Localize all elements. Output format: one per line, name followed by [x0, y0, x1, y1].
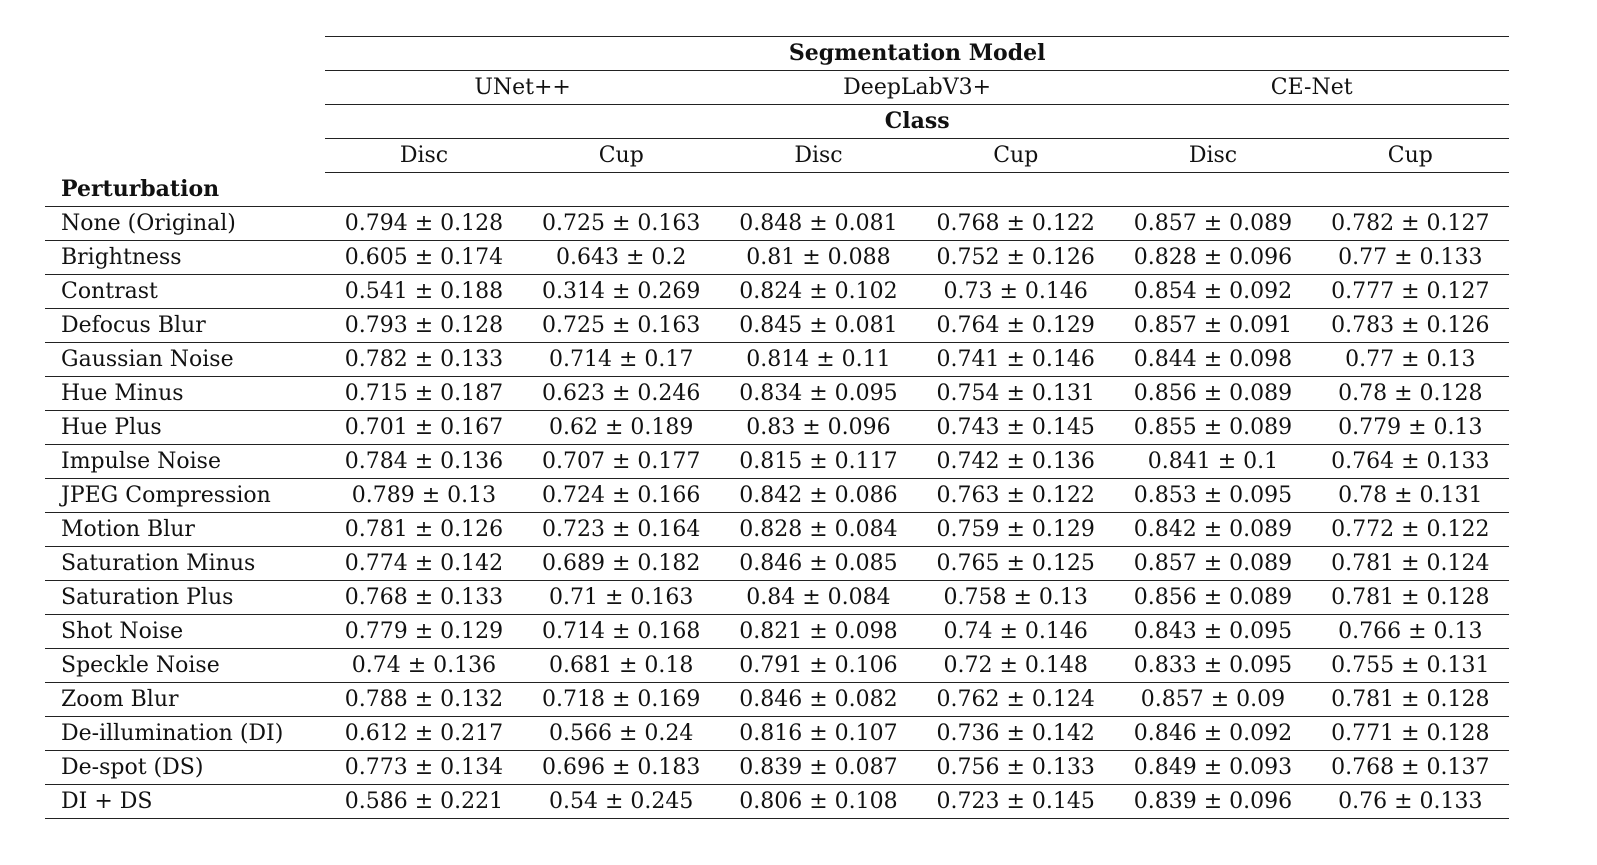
metric-cell: 0.765 ± 0.125 — [917, 547, 1114, 581]
metric-cell: 0.857 ± 0.089 — [1114, 547, 1311, 581]
perturbation-name: Contrast — [45, 275, 325, 309]
metric-cell: 0.784 ± 0.136 — [325, 445, 522, 479]
metric-cell: 0.714 ± 0.168 — [523, 615, 720, 649]
perturbation-name: Brightness — [45, 241, 325, 275]
metric-cell: 0.73 ± 0.146 — [917, 275, 1114, 309]
results-table — [45, 36, 1509, 819]
perturbation-name: Gaussian Noise — [45, 343, 325, 377]
metric-cell: 0.681 ± 0.18 — [523, 649, 720, 683]
metric-cell: 0.783 ± 0.126 — [1312, 309, 1509, 343]
metric-cell: 0.768 ± 0.137 — [1312, 751, 1509, 785]
metric-cell: 0.843 ± 0.095 — [1114, 615, 1311, 649]
metric-cell: 0.77 ± 0.133 — [1312, 241, 1509, 275]
metric-cell: 0.759 ± 0.129 — [917, 513, 1114, 547]
table-row — [45, 275, 1509, 309]
table-row — [45, 513, 1509, 547]
metric-cell: 0.742 ± 0.136 — [917, 445, 1114, 479]
model-header-deeplabv3p: DeepLabV3+ — [720, 71, 1115, 105]
metric-cell: 0.643 ± 0.2 — [523, 241, 720, 275]
metric-cell: 0.78 ± 0.128 — [1312, 377, 1509, 411]
perturbation-name: Zoom Blur — [45, 683, 325, 717]
perturbation-name: Shot Noise — [45, 615, 325, 649]
metric-cell: 0.821 ± 0.098 — [720, 615, 917, 649]
class-disc-cenet: Disc — [1114, 139, 1311, 173]
metric-cell: 0.841 ± 0.1 — [1114, 445, 1311, 479]
metric-cell: 0.833 ± 0.095 — [1114, 649, 1311, 683]
perturbation-name: Saturation Plus — [45, 581, 325, 615]
metric-cell: 0.781 ± 0.128 — [1312, 683, 1509, 717]
perturbation-name: JPEG Compression — [45, 479, 325, 513]
class-cup-deeplab: Cup — [917, 139, 1114, 173]
perturbation-name: Hue Plus — [45, 411, 325, 445]
metric-cell: 0.762 ± 0.124 — [917, 683, 1114, 717]
metric-cell: 0.814 ± 0.11 — [720, 343, 917, 377]
perturbation-name: None (Original) — [45, 207, 325, 241]
table-body — [45, 207, 1509, 819]
table-row — [45, 309, 1509, 343]
metric-cell: 0.806 ± 0.108 — [720, 785, 917, 819]
metric-cell: 0.723 ± 0.164 — [523, 513, 720, 547]
metric-cell: 0.815 ± 0.117 — [720, 445, 917, 479]
metric-cell: 0.842 ± 0.086 — [720, 479, 917, 513]
metric-cell: 0.725 ± 0.163 — [523, 309, 720, 343]
metric-cell: 0.773 ± 0.134 — [325, 751, 522, 785]
header-corner — [45, 37, 325, 71]
metric-cell: 0.774 ± 0.142 — [325, 547, 522, 581]
metric-cell: 0.755 ± 0.131 — [1312, 649, 1509, 683]
table-row — [45, 649, 1509, 683]
metric-cell: 0.828 ± 0.096 — [1114, 241, 1311, 275]
metric-cell: 0.586 ± 0.221 — [325, 785, 522, 819]
metric-cell: 0.845 ± 0.081 — [720, 309, 917, 343]
perturbation-name: De-illumination (DI) — [45, 717, 325, 751]
class-header: Class — [325, 105, 1509, 139]
metric-cell: 0.54 ± 0.245 — [523, 785, 720, 819]
metric-cell: 0.754 ± 0.131 — [917, 377, 1114, 411]
metric-cell: 0.752 ± 0.126 — [917, 241, 1114, 275]
metric-cell: 0.842 ± 0.089 — [1114, 513, 1311, 547]
metric-cell: 0.74 ± 0.136 — [325, 649, 522, 683]
metric-cell: 0.78 ± 0.131 — [1312, 479, 1509, 513]
model-header-cenet: CE-Net — [1114, 71, 1509, 105]
table-row — [45, 241, 1509, 275]
metric-cell: 0.724 ± 0.166 — [523, 479, 720, 513]
metric-cell: 0.623 ± 0.246 — [523, 377, 720, 411]
metric-cell: 0.84 ± 0.084 — [720, 581, 917, 615]
table-row — [45, 717, 1509, 751]
metric-cell: 0.793 ± 0.128 — [325, 309, 522, 343]
perturbation-name: Saturation Minus — [45, 547, 325, 581]
metric-cell: 0.782 ± 0.133 — [325, 343, 522, 377]
metric-cell: 0.781 ± 0.128 — [1312, 581, 1509, 615]
metric-cell: 0.715 ± 0.187 — [325, 377, 522, 411]
metric-cell: 0.701 ± 0.167 — [325, 411, 522, 445]
metric-cell: 0.736 ± 0.142 — [917, 717, 1114, 751]
metric-cell: 0.72 ± 0.148 — [917, 649, 1114, 683]
metric-cell: 0.772 ± 0.122 — [1312, 513, 1509, 547]
metric-cell: 0.834 ± 0.095 — [720, 377, 917, 411]
table-row — [45, 615, 1509, 649]
perturbation-header: Perturbation — [45, 173, 325, 207]
metric-cell: 0.846 ± 0.085 — [720, 547, 917, 581]
metric-cell: 0.857 ± 0.09 — [1114, 683, 1311, 717]
metric-cell: 0.771 ± 0.128 — [1312, 717, 1509, 751]
metric-cell: 0.782 ± 0.127 — [1312, 207, 1509, 241]
table-row — [45, 411, 1509, 445]
metric-cell: 0.76 ± 0.133 — [1312, 785, 1509, 819]
metric-cell: 0.828 ± 0.084 — [720, 513, 917, 547]
metric-cell: 0.781 ± 0.126 — [325, 513, 522, 547]
metric-cell: 0.848 ± 0.081 — [720, 207, 917, 241]
table-row — [45, 479, 1509, 513]
metric-cell: 0.723 ± 0.145 — [917, 785, 1114, 819]
metric-cell: 0.791 ± 0.106 — [720, 649, 917, 683]
metric-cell: 0.81 ± 0.088 — [720, 241, 917, 275]
metric-cell: 0.756 ± 0.133 — [917, 751, 1114, 785]
metric-cell: 0.743 ± 0.145 — [917, 411, 1114, 445]
metric-cell: 0.779 ± 0.13 — [1312, 411, 1509, 445]
metric-cell: 0.74 ± 0.146 — [917, 615, 1114, 649]
perturbation-name: Motion Blur — [45, 513, 325, 547]
metric-cell: 0.846 ± 0.092 — [1114, 717, 1311, 751]
metric-cell: 0.856 ± 0.089 — [1114, 377, 1311, 411]
table-row — [45, 547, 1509, 581]
metric-cell: 0.853 ± 0.095 — [1114, 479, 1311, 513]
metric-cell: 0.764 ± 0.129 — [917, 309, 1114, 343]
table-row — [45, 785, 1509, 819]
metric-cell: 0.541 ± 0.188 — [325, 275, 522, 309]
metric-cell: 0.696 ± 0.183 — [523, 751, 720, 785]
metric-cell: 0.839 ± 0.096 — [1114, 785, 1311, 819]
metric-cell: 0.71 ± 0.163 — [523, 581, 720, 615]
metric-cell: 0.764 ± 0.133 — [1312, 445, 1509, 479]
metric-cell: 0.849 ± 0.093 — [1114, 751, 1311, 785]
perturbation-name: Defocus Blur — [45, 309, 325, 343]
perturbation-name: DI + DS — [45, 785, 325, 819]
class-cup-cenet: Cup — [1312, 139, 1509, 173]
metric-cell: 0.62 ± 0.189 — [523, 411, 720, 445]
metric-cell: 0.612 ± 0.217 — [325, 717, 522, 751]
table-row — [45, 207, 1509, 241]
metric-cell: 0.766 ± 0.13 — [1312, 615, 1509, 649]
metric-cell: 0.718 ± 0.169 — [523, 683, 720, 717]
table-row — [45, 751, 1509, 785]
metric-cell: 0.857 ± 0.089 — [1114, 207, 1311, 241]
metric-cell: 0.725 ± 0.163 — [523, 207, 720, 241]
table-row — [45, 683, 1509, 717]
perturbation-name: Hue Minus — [45, 377, 325, 411]
metric-cell: 0.777 ± 0.127 — [1312, 275, 1509, 309]
table-row — [45, 377, 1509, 411]
metric-cell: 0.83 ± 0.096 — [720, 411, 917, 445]
metric-cell: 0.77 ± 0.13 — [1312, 343, 1509, 377]
metric-cell: 0.781 ± 0.124 — [1312, 547, 1509, 581]
table-row — [45, 581, 1509, 615]
perturbation-name: Speckle Noise — [45, 649, 325, 683]
class-disc-deeplab: Disc — [720, 139, 917, 173]
model-header-unetpp: UNet++ — [325, 71, 720, 105]
metric-cell: 0.794 ± 0.128 — [325, 207, 522, 241]
metric-cell: 0.314 ± 0.269 — [523, 275, 720, 309]
metric-cell: 0.856 ± 0.089 — [1114, 581, 1311, 615]
segmentation-model-header: Segmentation Model — [325, 37, 1509, 71]
metric-cell: 0.758 ± 0.13 — [917, 581, 1114, 615]
metric-cell: 0.824 ± 0.102 — [720, 275, 917, 309]
metric-cell: 0.779 ± 0.129 — [325, 615, 522, 649]
table-row — [45, 343, 1509, 377]
metric-cell: 0.763 ± 0.122 — [917, 479, 1114, 513]
perturbation-name: De-spot (DS) — [45, 751, 325, 785]
class-disc-unetpp: Disc — [325, 139, 522, 173]
metric-cell: 0.768 ± 0.133 — [325, 581, 522, 615]
metric-cell: 0.714 ± 0.17 — [523, 343, 720, 377]
metric-cell: 0.788 ± 0.132 — [325, 683, 522, 717]
metric-cell: 0.605 ± 0.174 — [325, 241, 522, 275]
metric-cell: 0.768 ± 0.122 — [917, 207, 1114, 241]
metric-cell: 0.789 ± 0.13 — [325, 479, 522, 513]
metric-cell: 0.846 ± 0.082 — [720, 683, 917, 717]
metric-cell: 0.816 ± 0.107 — [720, 717, 917, 751]
metric-cell: 0.741 ± 0.146 — [917, 343, 1114, 377]
metric-cell: 0.566 ± 0.24 — [523, 717, 720, 751]
metric-cell: 0.707 ± 0.177 — [523, 445, 720, 479]
metric-cell: 0.854 ± 0.092 — [1114, 275, 1311, 309]
metric-cell: 0.689 ± 0.182 — [523, 547, 720, 581]
class-cup-unetpp: Cup — [523, 139, 720, 173]
metric-cell: 0.839 ± 0.087 — [720, 751, 917, 785]
perturbation-name: Impulse Noise — [45, 445, 325, 479]
metric-cell: 0.844 ± 0.098 — [1114, 343, 1311, 377]
metric-cell: 0.857 ± 0.091 — [1114, 309, 1311, 343]
metric-cell: 0.855 ± 0.089 — [1114, 411, 1311, 445]
table-row — [45, 445, 1509, 479]
